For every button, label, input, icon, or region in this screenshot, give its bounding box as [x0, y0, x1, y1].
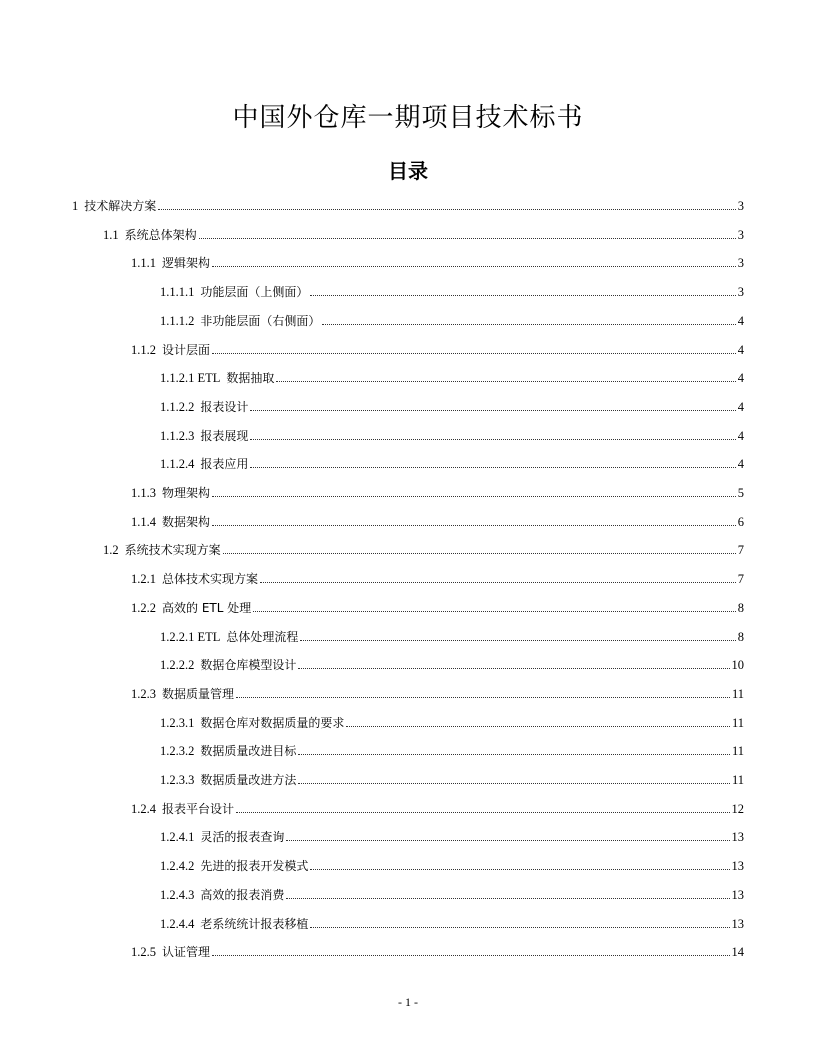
- toc-entry[interactable]: [160, 709, 744, 731]
- toc-entry-page-number: 13: [731, 916, 744, 931]
- toc-entry[interactable]: [160, 881, 744, 903]
- dot-leader: [298, 783, 730, 784]
- toc-entry-number: 1.1.2.4: [160, 457, 195, 472]
- toc-entry-label: 设计层面: [162, 342, 211, 357]
- toc-entry[interactable]: [160, 852, 744, 874]
- toc-entry-number: 1.1.1.2: [160, 313, 195, 328]
- toc-entry[interactable]: [131, 938, 744, 960]
- toc-entry-page-number: 11: [731, 715, 744, 730]
- toc-entry[interactable]: [160, 422, 744, 444]
- toc-entry[interactable]: [160, 450, 744, 472]
- toc-entry-number: 1.1.1.1: [160, 285, 195, 300]
- toc-entry-number: 1.1.2.3: [160, 428, 195, 443]
- dot-leader: [158, 209, 735, 210]
- toc-entry[interactable]: [131, 680, 744, 702]
- toc-entry[interactable]: [103, 221, 744, 243]
- dot-leader: [300, 640, 735, 641]
- toc-entry-label: 报表展现: [200, 428, 249, 443]
- toc-entry[interactable]: [160, 737, 744, 759]
- dot-leader: [236, 697, 730, 698]
- toc-entry-page-number: 13: [731, 887, 744, 902]
- toc-entry-number: 1.1.1: [131, 256, 156, 271]
- toc-entry[interactable]: [160, 623, 744, 645]
- toc-entry-label: 数据仓库对数据质量的要求: [200, 715, 345, 730]
- toc-entry-label: 逻辑架构: [162, 256, 211, 271]
- dot-leader: [346, 726, 730, 727]
- toc-entry-page-number: 4: [737, 428, 744, 443]
- toc-entry-label: 报表平台设计: [162, 801, 235, 816]
- toc-entry[interactable]: [131, 795, 744, 817]
- toc-entry[interactable]: [103, 536, 744, 558]
- toc-entry-page-number: 13: [731, 830, 744, 845]
- toc-entry-number: 1.1: [103, 227, 119, 242]
- toc-entry-number: 1.2.3.3: [160, 773, 195, 787]
- toc-entry-label: 报表设计: [200, 399, 249, 414]
- toc-entry-page-number: 14: [731, 945, 744, 960]
- dot-leader: [236, 812, 729, 813]
- toc-entry-page-number: 4: [737, 399, 744, 414]
- toc-entry-number: 1.2.2.2: [160, 658, 195, 673]
- toc-entry[interactable]: [160, 364, 744, 386]
- toc-entry-label: 灵活的报表查询: [200, 830, 285, 845]
- toc-entry[interactable]: [131, 565, 744, 587]
- toc-entry-label: 老系统统计报表移植: [200, 916, 309, 931]
- toc-entry-page-number: 12: [731, 801, 744, 816]
- toc-entry-page-number: 4: [737, 457, 744, 472]
- toc-entry[interactable]: [131, 508, 744, 530]
- toc-entry[interactable]: [131, 336, 744, 358]
- dot-leader: [286, 898, 729, 899]
- dot-leader: [250, 439, 735, 440]
- toc-entry-label: 先进的报表开发模式: [200, 859, 309, 874]
- toc-entry-number: 1.1.4: [131, 514, 156, 529]
- toc-entry-number: 1.2.4.4: [160, 916, 195, 931]
- toc-entry-page-number: 3: [737, 199, 744, 213]
- dot-leader: [253, 611, 736, 612]
- dot-leader: [286, 840, 729, 841]
- toc-entry-number: 1.2.1: [131, 572, 156, 587]
- dot-leader: [223, 553, 736, 554]
- toc-entry[interactable]: [160, 651, 744, 673]
- toc-heading: 目录: [388, 159, 428, 183]
- toc-entry-number: 1.1.2.2: [160, 399, 195, 414]
- toc-entry-number: 1.2.3.1: [160, 715, 195, 730]
- toc-entry-page-number: 3: [737, 256, 744, 271]
- toc-entry[interactable]: [160, 307, 744, 329]
- toc-entry[interactable]: [160, 278, 744, 300]
- document-title: 中国外仓库一期项目技术标书: [232, 103, 584, 133]
- toc-entry-number: 1.1.2: [131, 342, 156, 357]
- toc-entry-page-number: 11: [731, 686, 744, 701]
- toc-entry-label: 总体技术实现方案: [162, 572, 259, 587]
- toc-entry[interactable]: [131, 479, 744, 501]
- toc-entry-label: 数据抽取: [226, 371, 275, 386]
- toc-entry-label: 物理架构: [162, 486, 211, 500]
- dot-leader: [199, 238, 736, 239]
- toc-entry-label: 数据质量改进目标: [200, 744, 297, 759]
- toc-entry-page-number: 7: [737, 572, 744, 587]
- toc-entry[interactable]: [160, 393, 744, 415]
- toc-entry-label: 报表应用: [200, 457, 249, 472]
- toc-entry-page-number: 5: [737, 486, 744, 500]
- toc-entry-number: 1.2.4.1: [160, 830, 195, 845]
- toc-entry-label: 数据仓库模型设计: [200, 658, 297, 673]
- toc-entry-number: 1.2: [103, 543, 119, 558]
- toc-entry-page-number: 6: [737, 514, 744, 529]
- toc-entry-page-number: 3: [737, 285, 744, 300]
- toc-entry-page-number: 4: [737, 371, 744, 386]
- toc-entry-number: 1.1.3: [131, 486, 156, 500]
- toc-entry-page-number: 11: [731, 773, 744, 787]
- dot-leader: [276, 381, 735, 382]
- dot-leader: [250, 410, 735, 411]
- toc-entry-label: 总体处理流程: [226, 629, 299, 644]
- dot-leader: [212, 266, 736, 267]
- toc-entry-number: 1.2.3: [131, 686, 156, 701]
- toc-entry[interactable]: [72, 192, 744, 214]
- toc-entry[interactable]: [131, 249, 744, 271]
- toc-entry-number: 1: [72, 199, 79, 213]
- dot-leader: [322, 324, 735, 325]
- dot-leader: [250, 467, 735, 468]
- toc-entry-label: 功能层面（上侧面）: [200, 285, 309, 300]
- dot-leader: [310, 295, 735, 296]
- dot-leader: [310, 927, 729, 928]
- dot-leader: [298, 668, 729, 669]
- toc-entry-label: 认证管理: [162, 945, 211, 960]
- toc-entry-label: 系统技术实现方案: [124, 543, 221, 558]
- toc-entry-label: 数据质量管理: [162, 686, 235, 701]
- toc-entry-number: 1.2.2.1 ETL: [160, 629, 221, 644]
- dot-leader: [260, 582, 736, 583]
- toc-entry-label: 高效的报表消费: [200, 887, 285, 902]
- toc-entry[interactable]: [131, 594, 744, 616]
- toc-entry-number: 1.2.4: [131, 801, 156, 816]
- toc-entry-number: 1.1.2.1 ETL: [160, 371, 221, 386]
- toc-entry-label: 数据架构: [162, 514, 211, 529]
- dot-leader: [212, 525, 736, 526]
- dot-leader: [212, 496, 736, 497]
- dot-leader: [298, 754, 730, 755]
- toc-entry-page-number: 7: [737, 543, 744, 558]
- toc-entry-number: 1.2.4.3: [160, 887, 195, 902]
- toc-entry-number: 1.2.4.2: [160, 859, 195, 874]
- toc-entry-page-number: 13: [731, 859, 744, 874]
- dot-leader: [310, 869, 729, 870]
- toc-entry-label: 技术解决方案: [84, 199, 157, 213]
- toc-entry[interactable]: [160, 823, 744, 845]
- toc-entry-number: 1.2.2: [131, 600, 156, 615]
- toc-entry-page-number: 8: [737, 600, 744, 615]
- toc-entry-page-number: 10: [731, 658, 744, 673]
- toc-entry-page-number: 4: [737, 313, 744, 328]
- toc-entry-label: 非功能层面（右侧面）: [200, 313, 321, 328]
- toc-entry-number: 1.2.3.2: [160, 744, 195, 759]
- toc-entry-page-number: 8: [737, 629, 744, 644]
- dot-leader: [212, 353, 736, 354]
- toc-entry-label: 数据质量改进方法: [200, 773, 297, 787]
- toc-entry-number: 1.2.5: [131, 945, 156, 960]
- toc-entry[interactable]: [160, 910, 744, 932]
- page-number-footer: - 1 -: [398, 995, 418, 1009]
- toc-entry[interactable]: [160, 766, 744, 788]
- toc-entry-page-number: 3: [737, 227, 744, 242]
- toc-entry-label: 高效的 ETL 处理: [162, 600, 252, 615]
- dot-leader: [212, 955, 729, 956]
- toc-entry-page-number: 4: [737, 342, 744, 357]
- toc-entry-label: 系统总体架构: [124, 227, 197, 242]
- toc-entry-page-number: 11: [731, 744, 744, 759]
